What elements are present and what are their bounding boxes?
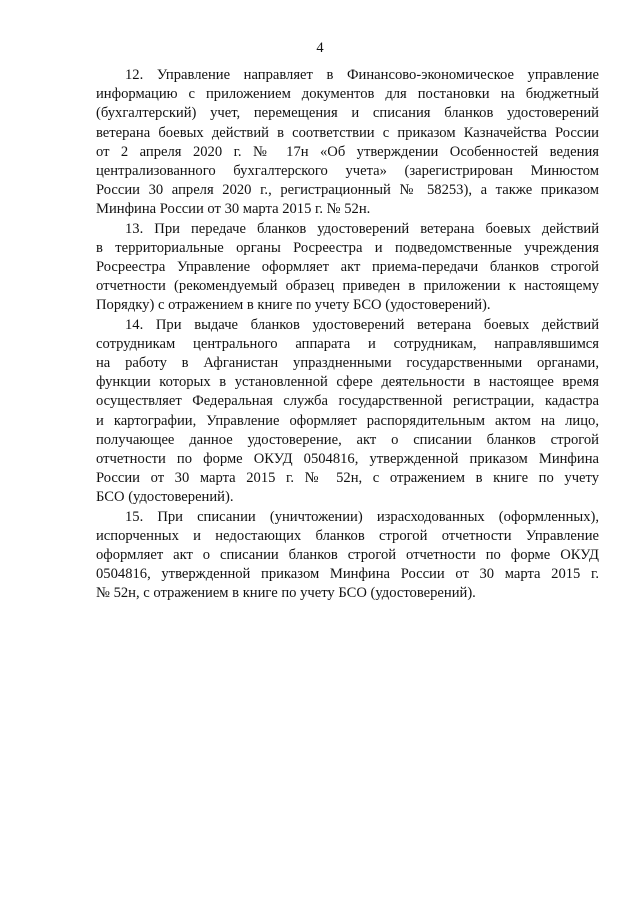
text-line: ветерана боевых действий в соответствии с приказом Казначейства России bbox=[96, 124, 599, 141]
text-line: Минфина России от 30 марта 2015 г. № 52н. bbox=[96, 201, 371, 218]
text-line: отчетности (рекомендуемый образец приведен в приложении к настоящему bbox=[96, 278, 599, 295]
text-line: отчетности по форме ОКУД 0504816, утвержденной приказом Минфина bbox=[96, 451, 599, 468]
text-line: и картографии, Управление оформляет распорядительным актом на лицо, bbox=[96, 412, 599, 429]
text-line: 13. При передаче бланков удостоверений ветерана боевых действий bbox=[125, 220, 599, 237]
text-line: сотрудникам центрального аппарата и сотрудникам, направлявшимся bbox=[96, 335, 599, 352]
paragraph-15 bbox=[96, 508, 599, 604]
text-line: БСО (удостоверений). bbox=[96, 489, 234, 506]
text-line: 12. Управление направляет в Финансово-экономическое управление bbox=[125, 67, 599, 83]
paragraph-13 bbox=[96, 220, 599, 316]
text-line: Порядку) с отражением в книге по учету БСО (удостоверений). bbox=[96, 297, 491, 314]
text-line: функции которых в установленной сфере деятельности в настоящее время bbox=[96, 374, 599, 391]
paragraph-14 bbox=[96, 316, 599, 508]
text-line: № 52н, с отражением в книге по учету БСО (удостоверений). bbox=[96, 585, 476, 602]
text-line: 14. При выдаче бланков удостоверений ветерана боевых действий bbox=[125, 316, 599, 333]
text-line: централизованного бухгалтерского учета» (зарегистрирован Минюстом bbox=[96, 163, 599, 180]
text-line: Росреестра Управление оформляет акт приема-передачи бланков строгой bbox=[96, 259, 599, 276]
text-line: осуществляет Федеральная служба государственной регистрации, кадастра bbox=[96, 393, 599, 410]
text-line: 0504816, утвержденной приказом Минфина России от 30 марта 2015 г. bbox=[96, 566, 599, 583]
text-line: России от 30 марта 2015 г. № 52н, с отражением в книге по учету bbox=[96, 470, 599, 487]
document-body bbox=[96, 66, 599, 604]
text-line: получающее данное удостоверение, акт о списании бланков строгой bbox=[96, 431, 599, 448]
text-line: 15. При списании (уничтожении) израсходованных (оформленных), bbox=[125, 508, 599, 525]
text-line: испорченных и недостающих бланков строгой отчетности Управление bbox=[96, 527, 599, 544]
text-line: оформляет акт о списании бланков строгой отчетности по форме ОКУД bbox=[96, 547, 599, 564]
text-line: (бухгалтерский) учет, перемещения и списания бланков удостоверений bbox=[96, 105, 599, 122]
text-line: в территориальные органы Росреестра и подведомственные учреждения bbox=[96, 239, 599, 256]
paragraph-12 bbox=[96, 66, 599, 220]
text-line: России 30 апреля 2020 г., регистрационный № 58253), а также приказом bbox=[96, 182, 599, 199]
page-number: 4 bbox=[316, 40, 324, 56]
text-line: на работу в Афганистан упраздненными государственными органами, bbox=[96, 355, 599, 372]
text-line: от 2 апреля 2020 г. № 17н «Об утверждении Особенностей ведения bbox=[96, 143, 599, 160]
text-line: информацию с приложением документов для постановки на бюджетный bbox=[96, 86, 599, 103]
